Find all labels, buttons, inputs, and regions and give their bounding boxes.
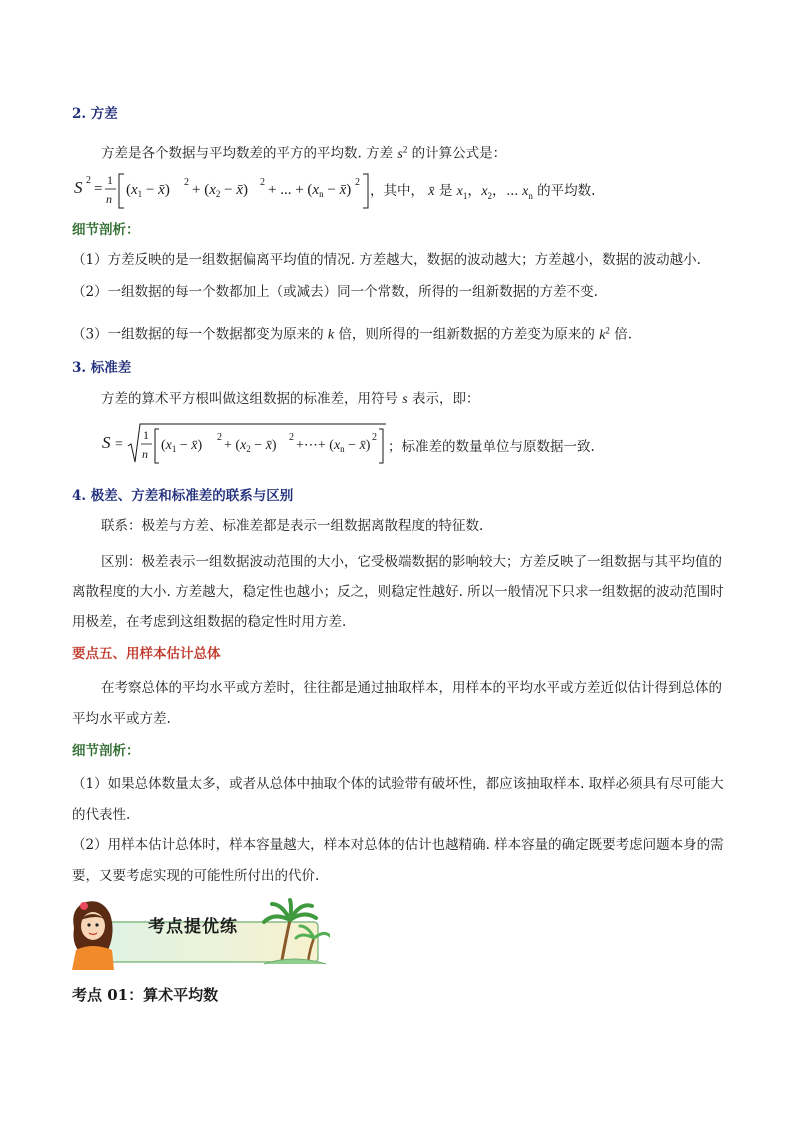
s-symbol: s (402, 392, 408, 407)
detail1-item3-c: 倍. (614, 326, 633, 343)
svg-text:=: = (115, 437, 123, 452)
detail2-item2: （2）用样本估计总体时，样本容量越大，样本对总体的估计也越精确. 样本容量的确定既要考虑问题本身的需要，又要考虑实现的可能性所付出的代价. (72, 837, 724, 884)
detail1-item3-a: （3）一组数据的每一个数据都变为原来的 (72, 326, 324, 343)
svg-text:2: 2 (289, 432, 294, 443)
svg-text:1: 1 (107, 173, 113, 187)
point5-heading: 要点五、用样本估计总体 (72, 646, 221, 662)
svg-text:(x1 − x̄): ($x_1$ − x̄) (126, 182, 170, 199)
detail-label-2: 细节剖析： (72, 743, 140, 759)
svg-text:+ (x2 − x̄): + ($x_2$ − x̄) (224, 438, 277, 454)
svg-text:n: n (106, 192, 112, 206)
svg-text:2: 2 (86, 175, 91, 186)
std-formula (100, 420, 390, 468)
section-heading-std: 3. 标准差 (72, 360, 132, 376)
k-symbol: k (327, 327, 335, 343)
variance-formula-tail (370, 181, 595, 206)
detail1-item3 (72, 320, 632, 346)
svg-text:=: = (94, 181, 103, 197)
svg-text:2: 2 (372, 432, 377, 443)
std-formula-math (100, 420, 390, 468)
svg-text:n: n (142, 447, 148, 461)
detail2-item1: （1）如果总体数量太多，或者从总体中抽取个体的试验带有破坏性，都应该抽取样本. 取样必须具有尽可能大的代表性. (72, 776, 724, 823)
detail1-item3-b: 倍，则所得的一组新数据的方差变为原来的 (338, 326, 595, 343)
svg-text:2: 2 (217, 432, 222, 443)
svg-text:+⋯+ (xn − x̄): +⋯+ ($x_n$ − x̄) (296, 438, 371, 454)
variance-formula-math (72, 168, 372, 212)
variance-intro-text-a: 方差是各个数据与平均数差的平方的平均数. 方差 (101, 145, 394, 162)
svg-text:S: S (74, 178, 83, 197)
svg-text:S: S (102, 433, 111, 452)
variance-formula (72, 168, 372, 212)
detail1-item1: （1）方差反映的是一组数据偏离平均值的情况. 方差越大，数据的波动越大；方差越小，数据的波动越小. (72, 252, 701, 268)
std-intro-b: 表示，即： (412, 391, 480, 407)
kaodian-heading: 考点 01：算术平均数 (72, 986, 219, 1004)
detail1-item2: （2）一组数据的每一个数都加上（或减去）同一个常数，所得的一组新数据的方差不变. (72, 284, 598, 300)
variance-tail-a: ，其中， (370, 183, 424, 199)
relation-diff: 区别：极差表示一组数据波动范围的大小，它受极端数据的影响较大；方差反映了一组数据与其平均值的离散程度的大小. 方差越大，稳定性也越小；反之，则稳定性越好. 所以一般情况下只求一组数据的波动范围时用极差，在考虑到这组数据的稳定性时用方差. (72, 554, 724, 630)
svg-text:2: 2 (355, 177, 360, 188)
variance-symbol: $s^2$ (397, 144, 408, 162)
k-squared-symbol: $k^2$ (599, 325, 610, 343)
relation-link: 联系：极差与方差、标准差都是表示一组数据离散程度的特征数. (101, 518, 484, 534)
point5-intro: 在考察总体的平均水平或方差时，往往都是通过抽取样本，用样本的平均水平或方差近似估计得到总体的平均水平或方差. (72, 680, 722, 727)
variance-intro-text-b: 的计算公式是： (411, 145, 507, 162)
section-heading-relation: 4. 极差、方差和标准差的联系与区别 (72, 488, 294, 504)
variance-tail-b: 是 (438, 183, 453, 199)
data-symbols: $x_1$，$x_2$，⋯ $x_n$ (456, 184, 533, 201)
svg-text:2: 2 (260, 177, 265, 188)
variance-tail-c: 的平均数. (537, 183, 596, 199)
banner-title: 考点提优练 (148, 917, 238, 937)
mean-symbol: x̄ (428, 184, 435, 199)
svg-text:2: 2 (184, 177, 189, 188)
std-intro (101, 389, 480, 410)
detail-label-1: 细节剖析： (72, 222, 140, 238)
svg-text:(x1 − x̄): ($x_1$ − x̄) (161, 438, 203, 454)
variance-intro (101, 139, 506, 165)
svg-text:1: 1 (143, 428, 149, 442)
std-formula-tail: ；标准差的数量单位与原数据一致. (388, 439, 595, 455)
std-intro-a: 方差的算术平方根叫做这组数据的标准差，用符号 (101, 391, 398, 407)
svg-text:+ ... + (xn − x̄): + ... + ($x_n$ − x̄) (268, 182, 352, 199)
girl-mascot-icon (72, 901, 114, 970)
svg-text:+ (x2 − x̄): + ($x_2$ − x̄) (192, 182, 249, 199)
section-heading-variance: 2. 方差 (72, 106, 118, 122)
practice-banner (68, 898, 330, 970)
